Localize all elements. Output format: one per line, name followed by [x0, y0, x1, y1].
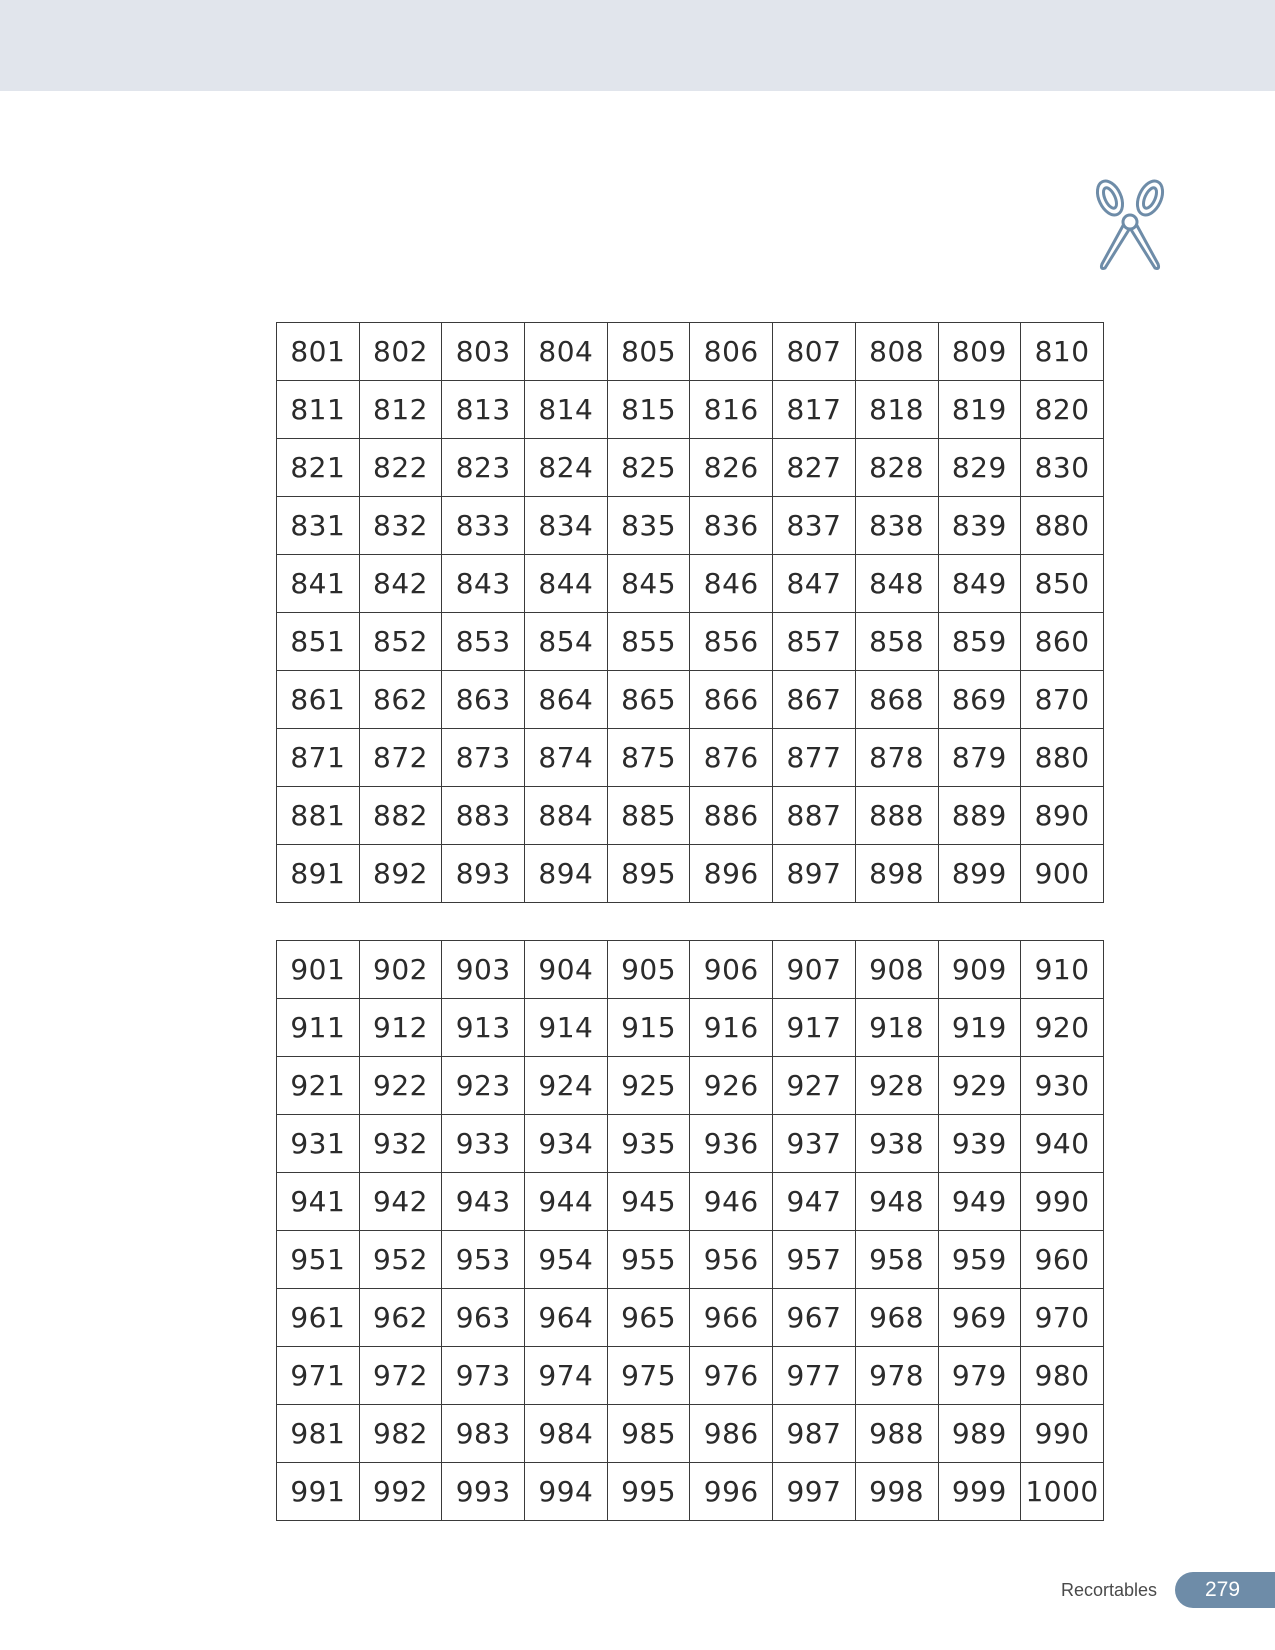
number-cell: 945 [607, 1173, 690, 1231]
number-cell: 919 [938, 999, 1021, 1057]
number-cell: 947 [773, 1173, 856, 1231]
number-cell: 904 [525, 941, 608, 999]
number-cell: 924 [525, 1057, 608, 1115]
page-footer [1061, 1572, 1275, 1608]
number-cell: 990 [1021, 1405, 1104, 1463]
number-cell: 816 [690, 381, 773, 439]
table-row [277, 323, 1104, 381]
number-cell: 892 [359, 845, 442, 903]
number-cell: 990 [1021, 1173, 1104, 1231]
number-cell: 958 [855, 1231, 938, 1289]
number-cell: 837 [773, 497, 856, 555]
number-cell: 844 [525, 555, 608, 613]
number-cell: 908 [855, 941, 938, 999]
number-cell: 868 [855, 671, 938, 729]
number-cell: 956 [690, 1231, 773, 1289]
number-cell: 962 [359, 1289, 442, 1347]
top-band [0, 0, 1275, 91]
table-row [277, 1405, 1104, 1463]
number-cell: 869 [938, 671, 1021, 729]
number-cell: 997 [773, 1463, 856, 1521]
number-cell: 994 [525, 1463, 608, 1521]
number-cell: 935 [607, 1115, 690, 1173]
number-cell: 830 [1021, 439, 1104, 497]
number-cell: 998 [855, 1463, 938, 1521]
number-cell: 883 [442, 787, 525, 845]
number-cell: 873 [442, 729, 525, 787]
number-cell: 820 [1021, 381, 1104, 439]
number-cell: 832 [359, 497, 442, 555]
number-cell: 807 [773, 323, 856, 381]
number-cell: 902 [359, 941, 442, 999]
number-cell: 847 [773, 555, 856, 613]
number-cell: 866 [690, 671, 773, 729]
table-row [277, 1057, 1104, 1115]
number-cell: 891 [277, 845, 360, 903]
number-cell: 920 [1021, 999, 1104, 1057]
number-cell: 909 [938, 941, 1021, 999]
number-cell: 806 [690, 323, 773, 381]
number-cell: 867 [773, 671, 856, 729]
number-cell: 831 [277, 497, 360, 555]
number-cell: 917 [773, 999, 856, 1057]
number-cell: 960 [1021, 1231, 1104, 1289]
number-cell: 939 [938, 1115, 1021, 1173]
number-cell: 879 [938, 729, 1021, 787]
number-cell: 851 [277, 613, 360, 671]
number-cell: 999 [938, 1463, 1021, 1521]
number-cell: 942 [359, 1173, 442, 1231]
number-cell: 860 [1021, 613, 1104, 671]
number-cell: 987 [773, 1405, 856, 1463]
number-cell: 966 [690, 1289, 773, 1347]
number-cell: 889 [938, 787, 1021, 845]
number-cell: 836 [690, 497, 773, 555]
number-cell: 861 [277, 671, 360, 729]
table-row [277, 671, 1104, 729]
number-cell: 864 [525, 671, 608, 729]
number-cell: 965 [607, 1289, 690, 1347]
number-cell: 845 [607, 555, 690, 613]
number-cell: 896 [690, 845, 773, 903]
number-cell: 885 [607, 787, 690, 845]
table-row [277, 1231, 1104, 1289]
number-cell: 894 [525, 845, 608, 903]
number-cell: 914 [525, 999, 608, 1057]
number-cell: 853 [442, 613, 525, 671]
number-cell: 833 [442, 497, 525, 555]
number-cell: 827 [773, 439, 856, 497]
number-cell: 881 [277, 787, 360, 845]
number-cell: 880 [1021, 729, 1104, 787]
number-cell: 810 [1021, 323, 1104, 381]
number-cell: 922 [359, 1057, 442, 1115]
number-cell: 943 [442, 1173, 525, 1231]
number-cell: 855 [607, 613, 690, 671]
number-cell: 848 [855, 555, 938, 613]
number-cell: 897 [773, 845, 856, 903]
number-cell: 989 [938, 1405, 1021, 1463]
number-cell: 938 [855, 1115, 938, 1173]
number-cell: 1000 [1021, 1463, 1104, 1521]
number-cell: 993 [442, 1463, 525, 1521]
scissors-icon [1090, 176, 1170, 276]
number-cell: 906 [690, 941, 773, 999]
number-cell: 931 [277, 1115, 360, 1173]
number-cell: 912 [359, 999, 442, 1057]
number-cell: 911 [277, 999, 360, 1057]
number-cell: 983 [442, 1405, 525, 1463]
number-cell: 961 [277, 1289, 360, 1347]
table-row [277, 613, 1104, 671]
table-row [277, 787, 1104, 845]
number-cell: 801 [277, 323, 360, 381]
number-cell: 955 [607, 1231, 690, 1289]
number-cell: 863 [442, 671, 525, 729]
number-cell: 862 [359, 671, 442, 729]
number-cell: 975 [607, 1347, 690, 1405]
table-row [277, 1347, 1104, 1405]
number-cell: 953 [442, 1231, 525, 1289]
number-cell: 841 [277, 555, 360, 613]
table-row [277, 845, 1104, 903]
number-cell: 967 [773, 1289, 856, 1347]
table-row [277, 729, 1104, 787]
number-cell: 828 [855, 439, 938, 497]
number-cell: 976 [690, 1347, 773, 1405]
number-cell: 907 [773, 941, 856, 999]
number-cell: 923 [442, 1057, 525, 1115]
number-cell: 951 [277, 1231, 360, 1289]
table-row [277, 941, 1104, 999]
number-cell: 802 [359, 323, 442, 381]
number-cell: 808 [855, 323, 938, 381]
number-cell: 925 [607, 1057, 690, 1115]
number-cell: 824 [525, 439, 608, 497]
number-cell: 809 [938, 323, 1021, 381]
number-cell: 895 [607, 845, 690, 903]
number-cell: 815 [607, 381, 690, 439]
number-cell: 822 [359, 439, 442, 497]
number-cell: 986 [690, 1405, 773, 1463]
number-cell: 875 [607, 729, 690, 787]
number-cell: 803 [442, 323, 525, 381]
hundred-chart-900s [276, 940, 1104, 1521]
number-cell: 969 [938, 1289, 1021, 1347]
number-cell: 915 [607, 999, 690, 1057]
number-cell: 849 [938, 555, 1021, 613]
number-cell: 811 [277, 381, 360, 439]
number-cell: 846 [690, 555, 773, 613]
number-cell: 980 [1021, 1347, 1104, 1405]
table-row [277, 1463, 1104, 1521]
number-cell: 978 [855, 1347, 938, 1405]
number-cell: 927 [773, 1057, 856, 1115]
number-cell: 838 [855, 497, 938, 555]
number-cell: 882 [359, 787, 442, 845]
number-cell: 977 [773, 1347, 856, 1405]
number-cell: 972 [359, 1347, 442, 1405]
number-cell: 988 [855, 1405, 938, 1463]
number-cell: 823 [442, 439, 525, 497]
number-cell: 850 [1021, 555, 1104, 613]
number-cell: 944 [525, 1173, 608, 1231]
table-row [277, 381, 1104, 439]
number-cell: 829 [938, 439, 1021, 497]
number-cell: 900 [1021, 845, 1104, 903]
number-cell: 905 [607, 941, 690, 999]
number-cell: 852 [359, 613, 442, 671]
number-cell: 903 [442, 941, 525, 999]
number-cell: 934 [525, 1115, 608, 1173]
number-cell: 926 [690, 1057, 773, 1115]
number-cell: 930 [1021, 1057, 1104, 1115]
number-cell: 839 [938, 497, 1021, 555]
number-cell: 884 [525, 787, 608, 845]
number-cell: 992 [359, 1463, 442, 1521]
number-cell: 949 [938, 1173, 1021, 1231]
number-cell: 870 [1021, 671, 1104, 729]
footer-label: Recortables [1060, 1579, 1157, 1600]
number-cell: 865 [607, 671, 690, 729]
number-cell: 968 [855, 1289, 938, 1347]
number-cell: 995 [607, 1463, 690, 1521]
number-cell: 963 [442, 1289, 525, 1347]
number-cell: 970 [1021, 1289, 1104, 1347]
number-cell: 825 [607, 439, 690, 497]
number-cell: 890 [1021, 787, 1104, 845]
table-row [277, 439, 1104, 497]
number-cell: 874 [525, 729, 608, 787]
number-cell: 819 [938, 381, 1021, 439]
table-row [277, 497, 1104, 555]
table-row [277, 555, 1104, 613]
number-cell: 981 [277, 1405, 360, 1463]
number-cell: 872 [359, 729, 442, 787]
number-cell: 929 [938, 1057, 1021, 1115]
number-cell: 899 [938, 845, 1021, 903]
number-cell: 835 [607, 497, 690, 555]
number-cell: 946 [690, 1173, 773, 1231]
number-cell: 928 [855, 1057, 938, 1115]
number-cell: 814 [525, 381, 608, 439]
number-cell: 952 [359, 1231, 442, 1289]
table-row [277, 999, 1104, 1057]
table-row [277, 1289, 1104, 1347]
number-cell: 936 [690, 1115, 773, 1173]
number-cell: 834 [525, 497, 608, 555]
number-cell: 933 [442, 1115, 525, 1173]
number-cell: 886 [690, 787, 773, 845]
number-cell: 826 [690, 439, 773, 497]
number-cell: 974 [525, 1347, 608, 1405]
number-cell: 888 [855, 787, 938, 845]
hundred-chart-800s [276, 322, 1104, 903]
number-cell: 979 [938, 1347, 1021, 1405]
number-cell: 817 [773, 381, 856, 439]
number-cell: 877 [773, 729, 856, 787]
number-cell: 918 [855, 999, 938, 1057]
number-cell: 948 [855, 1173, 938, 1231]
table-row [277, 1173, 1104, 1231]
number-cell: 916 [690, 999, 773, 1057]
number-cell: 843 [442, 555, 525, 613]
number-cell: 901 [277, 941, 360, 999]
number-cell: 921 [277, 1057, 360, 1115]
number-cell: 818 [855, 381, 938, 439]
number-cell: 959 [938, 1231, 1021, 1289]
number-cell: 880 [1021, 497, 1104, 555]
number-cell: 984 [525, 1405, 608, 1463]
number-cell: 932 [359, 1115, 442, 1173]
number-cell: 937 [773, 1115, 856, 1173]
number-cell: 887 [773, 787, 856, 845]
number-cell: 982 [359, 1405, 442, 1463]
number-cell: 964 [525, 1289, 608, 1347]
number-cell: 821 [277, 439, 360, 497]
number-cell: 941 [277, 1173, 360, 1231]
number-cell: 842 [359, 555, 442, 613]
number-cell: 813 [442, 381, 525, 439]
number-cell: 957 [773, 1231, 856, 1289]
number-cell: 985 [607, 1405, 690, 1463]
number-cell: 812 [359, 381, 442, 439]
number-cell: 805 [607, 323, 690, 381]
number-cell: 971 [277, 1347, 360, 1405]
number-cell: 871 [277, 729, 360, 787]
number-cell: 996 [690, 1463, 773, 1521]
number-cell: 878 [855, 729, 938, 787]
number-cell: 913 [442, 999, 525, 1057]
number-cell: 940 [1021, 1115, 1104, 1173]
number-cell: 858 [855, 613, 938, 671]
number-cell: 857 [773, 613, 856, 671]
number-cell: 893 [442, 845, 525, 903]
number-cell: 854 [525, 613, 608, 671]
table-row [277, 1115, 1104, 1173]
number-cell: 859 [938, 613, 1021, 671]
number-cell: 898 [855, 845, 938, 903]
number-cell: 910 [1021, 941, 1104, 999]
number-cell: 804 [525, 323, 608, 381]
page-number-badge: 279 [1175, 1572, 1275, 1608]
number-cell: 876 [690, 729, 773, 787]
number-cell: 954 [525, 1231, 608, 1289]
number-cell: 973 [442, 1347, 525, 1405]
number-cell: 991 [277, 1463, 360, 1521]
number-cell: 856 [690, 613, 773, 671]
